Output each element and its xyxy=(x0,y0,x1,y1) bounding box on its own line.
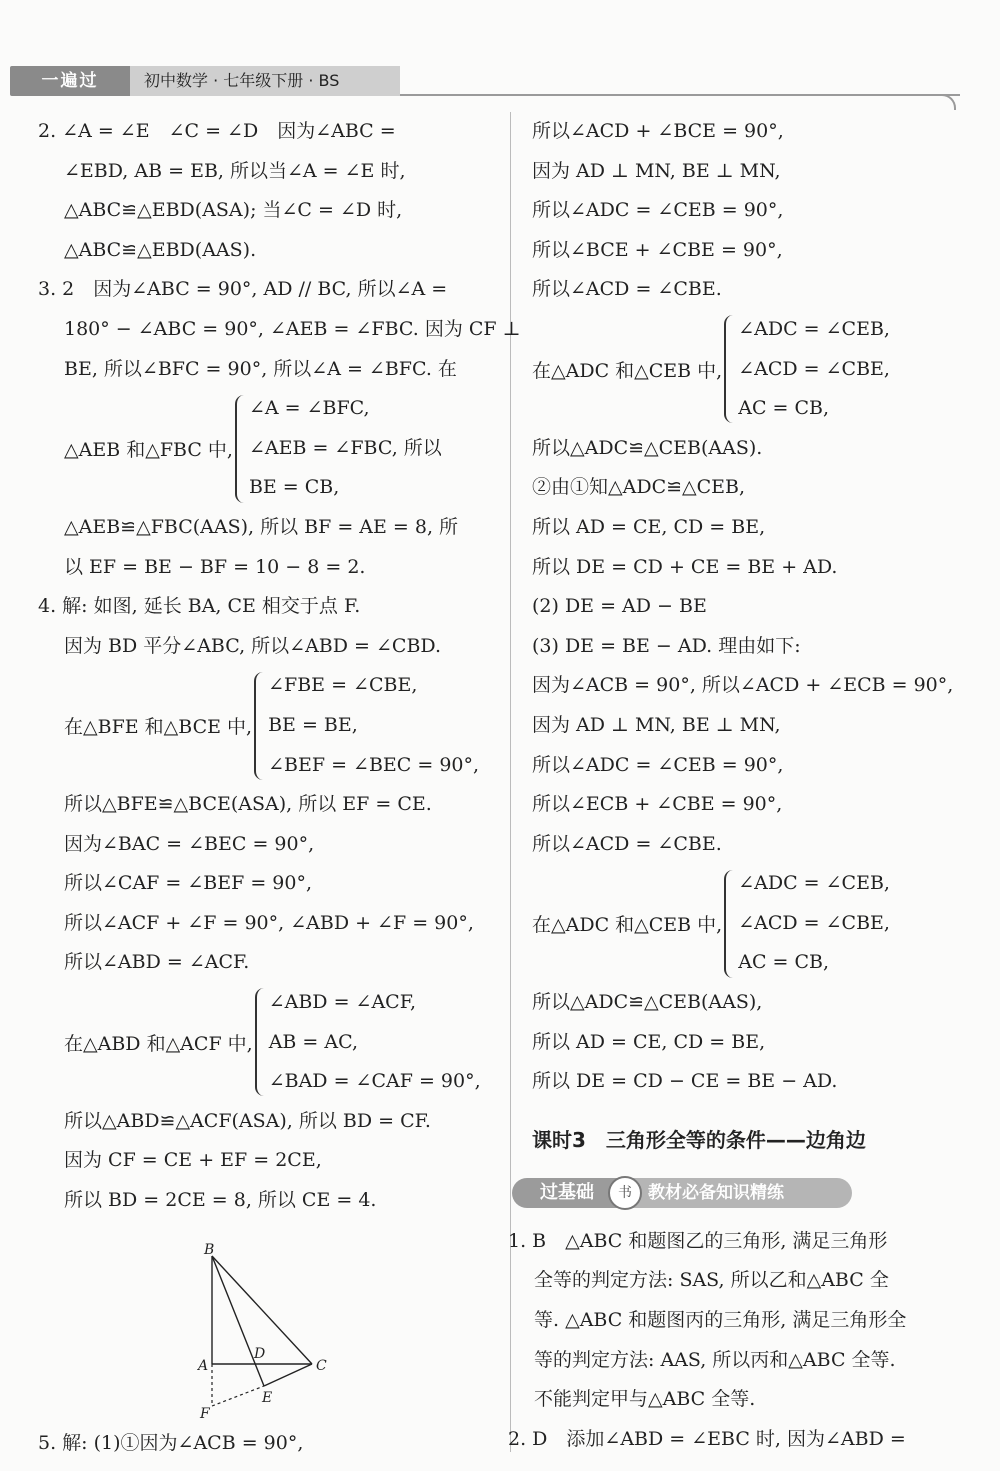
page-header xyxy=(10,64,950,98)
banner-label: 过基础 xyxy=(512,1178,622,1208)
brace-icon xyxy=(724,315,735,423)
answer-5: 5. 解: (1)①因为∠ACB = 90°, xyxy=(38,1432,304,1454)
answer-2: 2. ∠A = ∠E ∠C = ∠D 因为∠ABC = ∠EBD, AB = EB, 所以当∠A = ∠E 时, △ABC≌△EBD(ASA); 当∠C = ∠D 时, △ABC≌△EBD(AAS). xyxy=(38,120,406,261)
equation-system: △AEB 和△FBC 中, ∠A = ∠BFC, ∠AEB = ∠FBC, 所以 BE = CB, xyxy=(38,389,490,508)
banner-subtitle: 教材必备知识精练 xyxy=(632,1178,852,1208)
equation-system: 在△BFE 和△BCE 中, ∠FBE = ∠CBE, BE = BE, ∠BEF = ∠BEC = 90°, xyxy=(38,666,490,785)
label-B: B xyxy=(204,1242,215,1258)
lesson-title: 课时3 三角形全等的条件——边角边 xyxy=(532,1127,866,1152)
answer-3: 3. 2 因为∠ABC = 90°, AD // BC, 所以∠A = 180° − ∠ABC = 90°, ∠AEB = ∠FBC. 因为 CF ⊥ BE, 所以∠BFC = 90°, 所以∠A = ∠BFC. 在 △AEB 和△FBC 中, ∠A = ∠BFC, ∠AEB = ∠FBC, 所以 BE = CB, △AEB≌△FBC(AAS), 所以 BF = AE = 8, 所 以 EF = BE − BF = 10 − 8 = 2. xyxy=(38,278,521,578)
brace-icon xyxy=(254,672,265,780)
series-logo: 一遍过 xyxy=(10,66,130,96)
brace-icon xyxy=(255,988,266,1096)
brace-icon xyxy=(724,870,735,978)
equation-system: 在△ADC 和△CEB 中, ∠ADC = ∠CEB, ∠ACD = ∠CBE, AC = CB, xyxy=(532,864,964,983)
label-F: F xyxy=(200,1406,210,1420)
label-E: E xyxy=(262,1390,273,1406)
header-curl-icon xyxy=(940,94,956,110)
left-column xyxy=(38,112,521,1221)
section-banner xyxy=(512,1176,852,1212)
label-A: A xyxy=(198,1358,209,1374)
brace-icon xyxy=(235,395,246,503)
triangle-figure xyxy=(190,1240,340,1420)
book-title: 初中数学 · 七年级下册 · BS xyxy=(130,66,400,96)
book-icon: 书 xyxy=(608,1176,642,1210)
header-rule xyxy=(400,94,960,96)
question-1: 1. B △ABC 和题图乙的三角形, 满足三角形 全等的判定方法: SAS, 所以乙和△ABC 全 等. △ABC 和题图丙的三角形, 满足三角形全 等的判定方法: AAS, 所以丙和△ABC 全等. 不能判定甲与△ABC 全等. 2. D 添加∠ABD = ∠EBC 时, 因为∠ABD = xyxy=(508,1222,964,1460)
right-column: 所以∠ACD + ∠BCE = 90°, 因为 AD ⊥ MN, BE ⊥ MN, 所以∠ADC = ∠CEB = 90°, 所以∠BCE + ∠CBE = 90°, 所以∠ACD = ∠CBE. 在△ADC 和△CEB 中, ∠ADC = ∠CEB, ∠ACD = ∠CBE, AC = CB, 所以△ADC≌△CEB(AAS). ②由①知△ADC≌△CEB, 所以 AD = CE, CD = BE, 所以 DE = CD + CE = BE + AD. (2) DE = AD − BE (3) DE = BE − AD. 理由如下: 因为∠ACB = 90°, 所以∠ACD + ∠ECB = 90°, 因为 AD ⊥ MN, BE ⊥ MN, 所以∠ADC = ∠CEB = 90°, 所以∠ECB + ∠CBE = 90°, 所以∠ACD = ∠CBE. 在△ADC 和△CEB 中, ∠ADC = ∠CEB, ∠ACD = ∠CBE, AC = CB, 所以△ADC≌△CEB(AAS), 所以 AD = CE, CD = BE, 所以 DE = CD − CE = BE − AD. 课时3 三角形全等的条件——边角边 过基础 教材必备知识精练 书 1. B △ABC 和题图乙的三角形, 满足三角形 全等的判定方法: SAS, 所以乙和△ABC 全 等. △ABC 和题图丙的三角形, 满足三角形全 等的判定方法: AAS, 所以丙和△ABC 全等. 不能判定甲与△ABC 全等. 2. D 添加∠ABD = ∠EBC 时, 因为∠ABD = xyxy=(532,112,964,1459)
equation-system: 在△ABD 和△ACF 中, ∠ABD = ∠ACF, AB = AC, ∠BAD = ∠CAF = 90°, xyxy=(38,983,490,1102)
question-2: 2. D 添加∠ABD = ∠EBC 时, 因为∠ABD = xyxy=(508,1427,906,1450)
label-C: C xyxy=(316,1358,327,1374)
label-D: D xyxy=(254,1346,266,1362)
equation-system: 在△ADC 和△CEB 中, ∠ADC = ∠CEB, ∠ACD = ∠CBE, AC = CB, xyxy=(532,310,964,429)
answer-4: 4. 解: 如图, 延长 BA, CE 相交于点 F. 因为 BD 平分∠ABC, 所以∠ABD = ∠CBD. 在△BFE 和△BCE 中, ∠FBE = ∠CBE, BE = BE, ∠BEF = ∠BEC = 90°, 所以△BFE≌△BCE(ASA), 所以 EF = CE. 因为∠BAC = ∠BEC = 90°, 所以∠CAF = ∠BEF = 90°, 所以∠ACF + ∠F = 90°, ∠ABD + ∠F = 90°, 所以∠ABD = ∠ACF. 在△ABD 和△ACF 中, ∠ABD = ∠ACF, AB = AC, ∠BAD = ∠CAF = 90°, 所以△ABD≌△ACF(ASA), 所以 BD = CF. 因为 CF = CE + EF = 2CE, 所以 BD = 2CE = 8, 所以 CE = 4. xyxy=(38,587,490,1221)
